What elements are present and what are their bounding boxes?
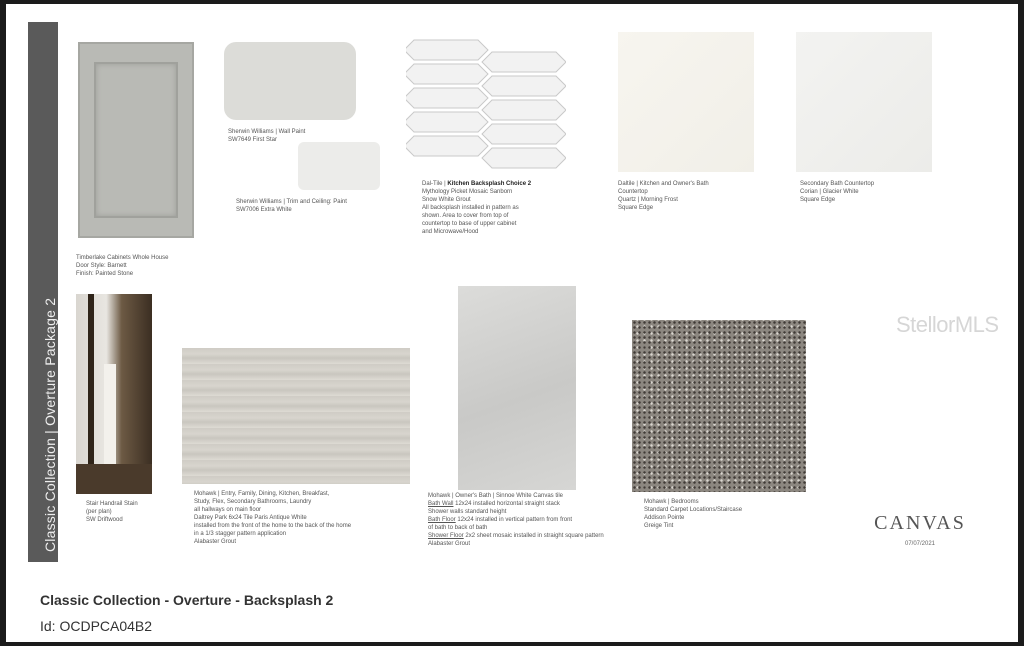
cabinet-door-swatch	[78, 42, 194, 238]
caption-line: all hallways on main floor	[194, 507, 262, 513]
caption-line: All backsplash installed in pattern as	[422, 205, 519, 211]
carpet-swatch	[632, 320, 806, 492]
caption-line: Quartz | Morning Frost	[618, 197, 678, 203]
caption-line: in a 1/3 stagger pattern application	[194, 531, 287, 537]
trim-paint-swatch	[298, 142, 380, 190]
caption-line: Mohawk | Bedrooms	[644, 499, 699, 505]
caption-line: (per plan)	[86, 509, 112, 515]
caption-line: Greige Tint	[644, 523, 674, 529]
canvas-logo	[868, 512, 972, 547]
caption-line: Daltile | Kitchen and Owner's Bath	[618, 181, 709, 187]
logo-date: 07/07/2021	[904, 541, 936, 547]
material-board	[6, 4, 1018, 642]
caption-line: Mohawk | Owner's Bath | Sinnoe White Canvas tile	[428, 493, 563, 499]
sidebar-band	[28, 22, 58, 562]
caption-line: and Microwave/Hood	[422, 229, 479, 235]
caption-line: SW7006 Extra White	[236, 207, 292, 213]
caption-line: Addison Pointe	[644, 515, 685, 521]
caption-line	[428, 500, 614, 508]
bath-tile-caption	[428, 492, 614, 548]
caption-text: 12x24 installed in vertical pattern from front	[457, 517, 573, 523]
caption-label: Bath Floor	[428, 517, 456, 523]
caption-text: 12x24 installed horizontal straight stack	[455, 501, 560, 507]
logo-wordmark: CANVAS	[874, 512, 966, 534]
caption-line: Alabaster Grout	[428, 541, 471, 547]
caption-line: Square Edge	[618, 205, 654, 211]
caption-line: Secondary Bath Countertop	[800, 181, 875, 187]
cabinet-caption	[76, 254, 168, 278]
caption-line: countertop to base of upper cabinet	[422, 221, 517, 227]
corian-countertop-swatch	[796, 32, 932, 172]
package-id: Id: OCDPCA04B2	[40, 618, 153, 634]
caption-prefix: Dal-Tile |	[422, 181, 446, 187]
caption-line: Mythology Picket Mosaic Sanborn	[422, 189, 513, 195]
caption-line: Square Edge	[800, 197, 836, 203]
caption-line: Shower walls standard height	[428, 509, 507, 515]
caption-label: Bath Wall	[428, 501, 454, 507]
caption-text: 2x2 sheet mosaic installed in straight square pattern	[465, 533, 604, 539]
caption-highlight: Kitchen Backsplash Choice 2	[447, 181, 532, 187]
trim-paint-caption	[236, 198, 347, 214]
caption-line	[428, 516, 614, 524]
wood-tile-caption	[194, 490, 414, 546]
mls-watermark: StellorMLS	[896, 312, 999, 337]
caption-label: Shower Floor	[428, 533, 464, 539]
caption-line	[428, 532, 614, 540]
bath-tile-swatch	[458, 286, 576, 490]
wall-paint-caption	[228, 128, 305, 144]
page-title: Classic Collection - Overture - Backsplash 2	[40, 592, 334, 608]
caption-line: Sherwin Williams | Trim and Ceiling: Paint	[236, 199, 347, 205]
caption-line: Sherwin Williams | Wall Paint	[228, 129, 306, 135]
caption-line: Countertop	[618, 189, 648, 195]
caption-line: Daltrey Park 6x24 Tile Paris Antique White	[194, 515, 307, 521]
stair-handrail-photo	[76, 294, 152, 494]
backsplash-caption	[422, 180, 572, 236]
stair-caption	[86, 500, 138, 524]
picket-mosaic-swatch	[406, 36, 566, 176]
caption-line: Mohawk | Entry, Family, Dining, Kitchen, Breakfast,	[194, 491, 330, 497]
caption-line: Finish: Painted Stone	[76, 271, 134, 277]
wood-look-tile-swatch	[182, 348, 410, 484]
caption-line: Standard Carpet Locations/Staircase	[644, 507, 743, 513]
caption-line: Timberlake Cabinets Whole House	[76, 255, 169, 261]
caption-line: installed from the front of the home to the back of the home	[194, 523, 352, 529]
caption-line: Corian | Glacier White	[800, 189, 859, 195]
caption-line: Door Style: Barnett	[76, 263, 127, 269]
caption-line	[422, 180, 572, 188]
wall-paint-swatch	[224, 42, 356, 120]
caption-line: Snow White Grout	[422, 197, 471, 203]
carpet-caption	[644, 498, 742, 530]
caption-line: of bath to back of bath	[428, 525, 488, 531]
caption-line: Alabaster Grout	[194, 539, 237, 545]
countertop2-caption	[800, 180, 874, 204]
caption-line: Study, Flex, Secondary Bathrooms, Laundry	[194, 499, 312, 505]
caption-line: Stair Handrail Stain	[86, 501, 138, 507]
sidebar-title: Classic Collection | Overture Package 2	[42, 297, 58, 552]
caption-line: SW7649 First Star	[228, 137, 278, 143]
caption-line: SW Driftwood	[86, 517, 123, 523]
quartz-countertop-swatch	[618, 32, 754, 172]
countertop1-caption	[618, 180, 709, 212]
caption-line: shown. Area to cover from top of	[422, 213, 509, 219]
